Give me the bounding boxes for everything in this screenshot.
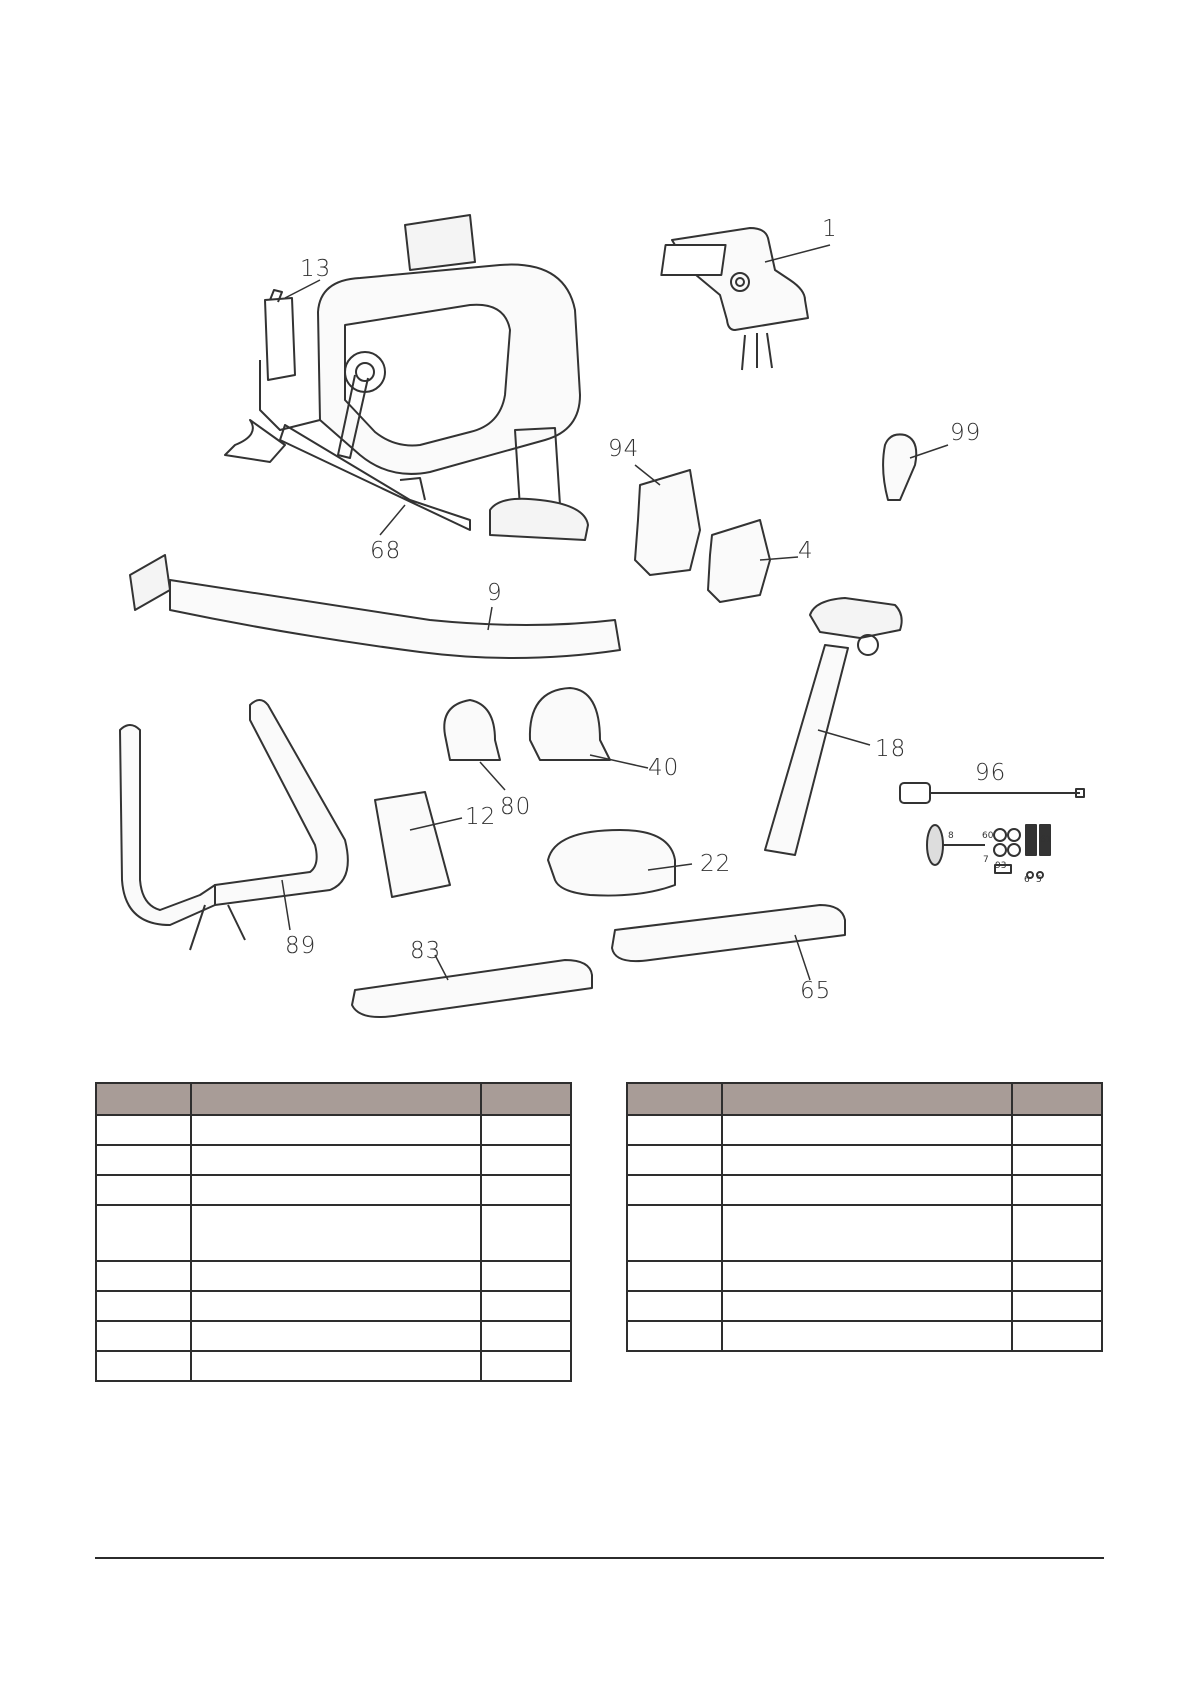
seat-post-part-18: [765, 598, 902, 855]
callout-part-18: 18: [875, 736, 907, 762]
table-header-row: [627, 1083, 1102, 1115]
table-header-row: [96, 1083, 571, 1115]
parts-table-left: [95, 1082, 572, 1382]
svg-text:8: 8: [948, 831, 954, 841]
svg-text:5: 5: [1036, 875, 1042, 885]
callout-part-83: 83: [410, 938, 442, 964]
pedal-part-80: [444, 700, 500, 760]
table-row: [627, 1261, 1102, 1291]
cover-part-12: [375, 792, 450, 897]
bottle-holder-part-99: [883, 434, 916, 500]
tube-part-9: [130, 555, 620, 658]
svg-text:7: 7: [983, 855, 989, 865]
cover-part-4: [708, 520, 770, 602]
callout-part-96: 96: [975, 760, 1007, 786]
stabilizer-part-65: [612, 905, 845, 961]
main-frame-part-68: [225, 215, 588, 540]
svg-text:93: 93: [995, 861, 1007, 871]
callout-part-94: 94: [608, 436, 640, 462]
sensor-part-96: [900, 783, 1084, 803]
callout-part-99: 99: [950, 420, 982, 446]
table-row: [96, 1175, 571, 1205]
table-row: [96, 1261, 571, 1291]
svg-text:61: 61: [1040, 835, 1052, 845]
table-row: [627, 1321, 1102, 1351]
seat-part-22: [548, 830, 675, 896]
callout-part-68: 68: [370, 538, 402, 564]
footer-divider: [95, 1557, 1104, 1559]
pedal-part-40: [530, 688, 610, 760]
table-row: [627, 1115, 1102, 1145]
console-part-1: [661, 228, 808, 370]
callout-part-65: 65: [800, 978, 832, 1004]
table-row: [96, 1351, 571, 1381]
table-row: [627, 1145, 1102, 1175]
handlebar-part-89: [120, 700, 348, 950]
callout-part-22: 22: [700, 851, 732, 877]
callout-part-80: 80: [500, 794, 532, 820]
table-row: [96, 1115, 571, 1145]
svg-text:60: 60: [982, 831, 994, 841]
svg-text:6: 6: [1024, 875, 1030, 885]
table-row: [96, 1321, 571, 1351]
parts-table-right: [626, 1082, 1103, 1352]
callout-part-12: 12: [465, 804, 497, 830]
callout-part-9: 9: [487, 580, 503, 606]
callout-part-4: 4: [798, 538, 814, 564]
callout-part-1: 1: [822, 216, 838, 242]
table-row: [96, 1145, 571, 1175]
callout-part-13: 13: [300, 256, 332, 282]
table-row: [627, 1291, 1102, 1321]
table-row: [96, 1205, 571, 1261]
callout-part-40: 40: [648, 755, 680, 781]
callout-part-89: 89: [285, 933, 317, 959]
table-row: [627, 1175, 1102, 1205]
table-row: [96, 1291, 571, 1321]
stabilizer-part-83: [352, 960, 592, 1017]
table-row: [627, 1205, 1102, 1261]
cover-part-94: [635, 470, 700, 575]
